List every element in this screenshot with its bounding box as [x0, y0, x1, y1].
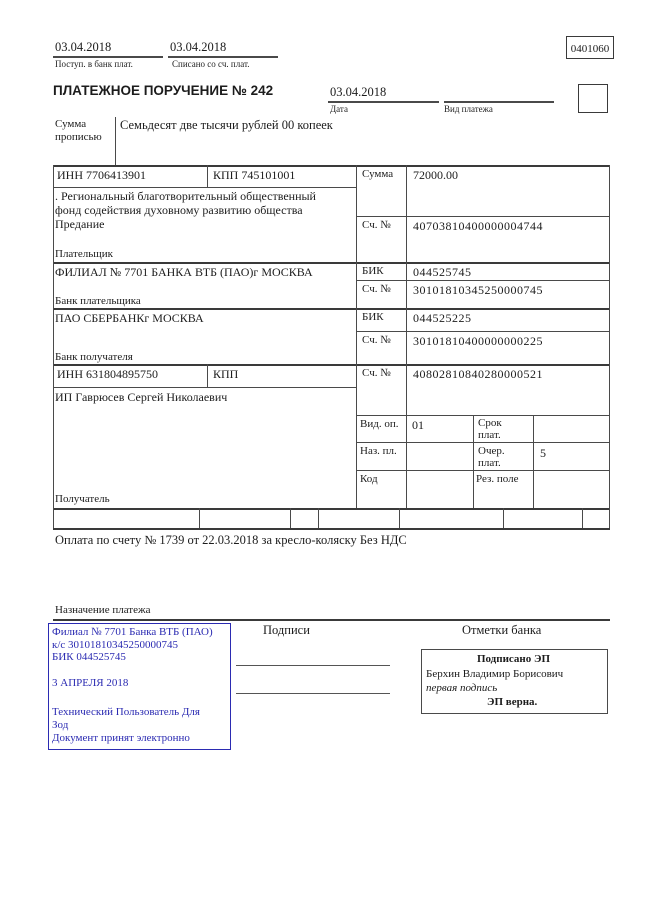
payer-bank-account-value: 30101810345250000745 [413, 283, 543, 297]
received-in-bank-date: 03.04.2018 [55, 40, 112, 54]
payer-account-label: Сч. № [362, 219, 391, 231]
received-in-bank-label: Поступ. в банк плат. [55, 59, 133, 69]
payee-kpp: КПП [213, 367, 239, 381]
table-border [473, 415, 474, 508]
bank-stamp-line2: к/с 30101810345250000745 [52, 639, 179, 651]
divider [53, 56, 163, 58]
signature-line [236, 693, 390, 694]
payee-account-value: 40802810840280000521 [413, 367, 543, 381]
bank-stamp-line5: Технический Пользователь Для [52, 706, 200, 718]
divider [115, 117, 116, 165]
payee-label: Получатель [55, 493, 110, 505]
table-border [356, 442, 610, 443]
bank-stamp-line3: БИК 044525745 [52, 651, 126, 663]
form-code-box [566, 36, 614, 59]
table-border [53, 165, 54, 528]
payee-bank-name: ПАО СБЕРБАНКг МОСКВА [55, 311, 204, 325]
payer-bank-label: Банк плательщика [55, 295, 141, 307]
payee-bank-bik-value: 044525225 [413, 311, 472, 325]
due-date-label-1: Срок [478, 417, 502, 429]
table-border [356, 331, 610, 332]
amount-words-label-1: Сумма [55, 118, 87, 130]
divider [444, 101, 554, 103]
table-border [318, 508, 319, 528]
table-border [53, 364, 610, 366]
table-border [207, 364, 208, 387]
payer-kpp: КПП 745101001 [213, 168, 296, 182]
table-border [53, 387, 356, 388]
payer-label: Плательщик [55, 248, 113, 260]
order-label-1: Очер. [478, 445, 505, 457]
document-title: ПЛАТЕЖНОЕ ПОРУЧЕНИЕ № 242 [53, 83, 274, 98]
payee-bank-label: Банк получателя [55, 351, 133, 363]
divider [328, 101, 439, 103]
debited-from-account-date: 03.04.2018 [170, 40, 227, 54]
table-border [53, 528, 610, 530]
purpose-code-label: Наз. пл. [360, 445, 397, 457]
table-border [582, 508, 583, 528]
table-border [503, 508, 504, 528]
table-border [53, 508, 610, 510]
bank-marks-header: Отметки банка [462, 623, 542, 637]
payment-purpose-label: Назначение платежа [55, 604, 151, 616]
table-border [53, 619, 610, 621]
esignature-verified: ЭП верна. [487, 696, 538, 708]
table-border [356, 165, 357, 508]
amount-words-value: Семьдесят две тысячи рублей 00 копеек [120, 118, 333, 132]
table-border [53, 308, 610, 310]
payment-type-box [578, 84, 608, 113]
table-border [399, 508, 400, 528]
table-border [356, 216, 610, 217]
document-date: 03.04.2018 [330, 85, 387, 99]
bank-stamp-line7: Документ принят электронно [52, 732, 190, 744]
debited-from-account-label: Списано со сч. плат. [172, 59, 250, 69]
table-border [53, 165, 610, 167]
table-border [207, 165, 208, 187]
payer-bank-account-label: Сч. № [362, 283, 391, 295]
payee-bank-bik-label: БИК [362, 311, 384, 323]
table-border [53, 187, 356, 188]
form-code: 0401060 [570, 43, 610, 55]
payer-account-value: 40703810400000004744 [413, 219, 543, 233]
payer-inn: ИНН 7706413901 [57, 168, 146, 182]
sum-value: 72000.00 [413, 168, 458, 182]
table-border [199, 508, 200, 528]
op-type-label: Вид. оп. [360, 418, 399, 430]
payee-account-label: Сч. № [362, 367, 391, 379]
payee-bank-account-value: 30101810400000000225 [413, 334, 543, 348]
order-label-2: плат. [478, 457, 501, 469]
payee-inn: ИНН 631804895750 [57, 367, 158, 381]
payer-name-line3: Предание [55, 217, 105, 231]
table-border [53, 262, 610, 264]
signatures-header: Подписи [263, 623, 310, 637]
table-border [356, 415, 610, 416]
table-border [609, 165, 610, 528]
payee-name: ИП Гаврюсев Сергей Николаевич [55, 390, 228, 404]
payer-bank-bik-label: БИК [362, 265, 384, 277]
table-border [356, 280, 610, 281]
date-label: Дата [330, 104, 348, 114]
table-border [533, 415, 534, 508]
table-border [290, 508, 291, 528]
payment-type-label: Вид платежа [444, 104, 493, 114]
reserve-field-label: Рез. поле [476, 473, 519, 485]
table-border [356, 470, 610, 471]
op-type-value: 01 [412, 418, 424, 432]
sum-label: Сумма [362, 168, 394, 180]
due-date-label-2: плат. [478, 429, 501, 441]
signature-line [236, 665, 390, 666]
payee-bank-account-label: Сч. № [362, 334, 391, 346]
payer-bank-name: ФИЛИАЛ № 7701 БАНКА ВТБ (ПАО)г МОСКВА [55, 265, 313, 279]
bank-stamp-line1: Филиал № 7701 Банка ВТБ (ПАО) [52, 626, 213, 638]
code-label: Код [360, 473, 378, 485]
esignature-sub: первая подпись [426, 682, 498, 694]
esignature-title: Подписано ЭП [476, 653, 551, 665]
divider [168, 56, 278, 58]
payment-purpose-text: Оплата по счету № 1739 от 22.03.2018 за кресло-коляску Без НДС [55, 533, 407, 547]
amount-words-label-2: прописью [55, 131, 102, 143]
table-border [406, 165, 407, 508]
bank-stamp-line4: 3 АПРЕЛЯ 2018 [52, 677, 129, 689]
payer-bank-bik-value: 044525745 [413, 265, 472, 279]
order-value: 5 [540, 446, 546, 460]
bank-stamp-line6: Зод [52, 719, 69, 731]
payer-name-line1: . Региональный благотворительный общественный [55, 189, 316, 203]
esignature-name: Берхин Владимир Борисович [426, 668, 564, 680]
payer-name-line2: фонд содействия духовному развитию общества [55, 203, 303, 217]
